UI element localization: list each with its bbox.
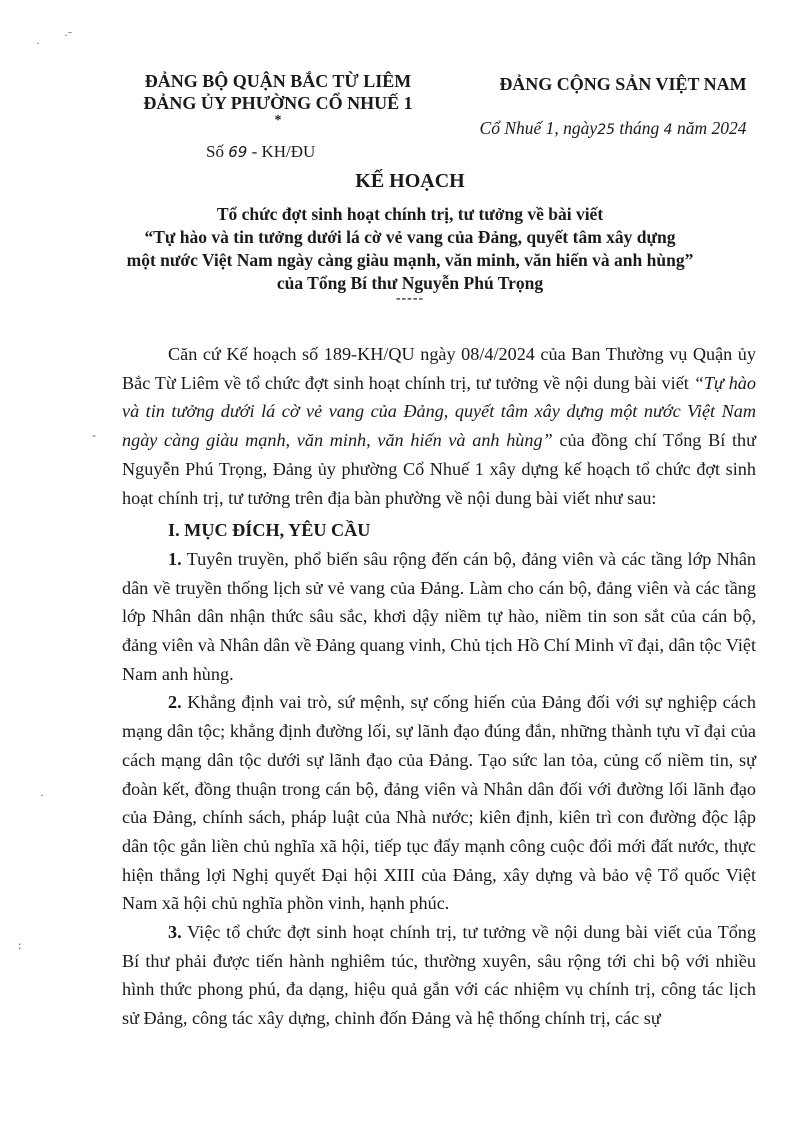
item-3-text: Việc tổ chức đợt sinh hoạt chính trị, tư tưởng về nội dung bài viết của Tổng Bí thư phải được tiến hành nghiêm túc, thường xuyên, sâu rộng tới chi bộ với nhiều hình thức phong phú, đa dạng, hiệu quả gắn với các nhiệm vụ chính trị, công tác lịch sử Đảng, công tác xây dựng, chỉnh đốn Đảng và hệ thống chính trị, các sự bbox=[122, 922, 756, 1029]
document-body bbox=[122, 340, 756, 1033]
intro-text-b: của đồng chí Tổng Bí thư Nguyễn Phú Trọng, Đảng ủy phường Cổ Nhuế 1 xây dựng kế hoạch tổ chức đợt sinh hoạt chính trị, tư tưởng trên địa bàn phường về nội dung bài viết như sau: bbox=[122, 430, 756, 508]
document-number bbox=[206, 142, 315, 162]
subtitle-line-4: của Tổng Bí thư Nguyễn Phú Trọng bbox=[276, 273, 544, 293]
number-handwritten: 69 bbox=[228, 143, 248, 161]
date-day: 25 bbox=[597, 122, 616, 138]
scan-speck: · bbox=[36, 36, 40, 50]
subtitle-line-2: “Tự hào và tin tưởng dưới lá cờ vẻ vang của Đảng, quyết tâm xây dựng bbox=[144, 227, 676, 247]
scan-speck: ·ˉ bbox=[64, 28, 72, 42]
intro-paragraph bbox=[122, 340, 756, 512]
item-3-paragraph bbox=[122, 918, 756, 1033]
org-line-1: ĐẢNG BỘ QUẬN BẮC TỪ LIÊM bbox=[144, 71, 412, 91]
scan-speck: · bbox=[40, 788, 44, 802]
title-block bbox=[60, 170, 760, 306]
date-month: 4 bbox=[663, 122, 673, 138]
intro-text-a: Căn cứ Kế hoạch số 189-KH/QU ngày 08/4/2024 của Ban Thường vụ Quận ủy Bắc Từ Liêm về tổ chức đợt sinh hoạt chính trị, tư tưởng về nội dung bài viết bbox=[122, 344, 756, 393]
item-2-paragraph bbox=[122, 688, 756, 918]
document-type: KẾ HOẠCH bbox=[355, 170, 465, 192]
item-1-paragraph bbox=[122, 545, 756, 689]
party-name: ĐẢNG CỘNG SẢN VIỆT NAM bbox=[499, 74, 747, 94]
date-month-label: tháng bbox=[619, 118, 660, 138]
item-1-text: Tuyên truyền, phổ biến sâu rộng đến cán bộ, đảng viên và các tầng lớp Nhân dân về truyền thống lịch sử vẻ vang của Đảng. Làm cho cán bộ, đảng viên và các tầng lớp Nhân dân nhận thức sâu sắc, khơi dậy niềm tự hào, niềm tin son sắt của cán bộ, đảng viên và Nhân dân về Đảng quang vinh, Chủ tịch Hồ Chí Minh vĩ đại, dân tộc Việt Nam anh hùng. bbox=[122, 548, 757, 684]
subtitle-line-1: Tổ chức đợt sinh hoạt chính trị, tư tưởng về bài viết bbox=[216, 204, 604, 224]
date-line bbox=[463, 118, 763, 139]
issuing-organization bbox=[118, 70, 438, 127]
date-year: năm 2024 bbox=[676, 118, 747, 138]
scan-speck: - bbox=[92, 428, 96, 442]
title-separator: ----- bbox=[395, 291, 425, 306]
item-2-number: 2. bbox=[168, 692, 182, 713]
item-1-number: 1. bbox=[168, 548, 182, 569]
scan-speck: : bbox=[18, 938, 22, 952]
item-3-number: 3. bbox=[168, 922, 182, 943]
date-place: Cổ Nhuế 1, ngày bbox=[479, 118, 598, 138]
number-suffix: - KH/ĐU bbox=[251, 142, 316, 161]
star-separator: * bbox=[274, 113, 282, 128]
number-prefix: Số bbox=[206, 142, 224, 161]
intro-article-title: “Tự hào và tin tưởng dưới lá cờ vẻ vang của Đảng, quyết tâm xây dựng một nước Việt Nam ngày càng giàu mạnh, văn minh, văn hiến và anh hùng” bbox=[122, 372, 756, 451]
org-line-2: ĐẢNG ỦY PHƯỜNG CỔ NHUẾ 1 bbox=[143, 93, 413, 113]
section-heading: I. MỤC ĐÍCH, YÊU CẦU bbox=[168, 520, 371, 541]
subtitle-line-3: một nước Việt Nam ngày càng giàu mạnh, văn minh, văn hiến và anh hùng” bbox=[126, 250, 694, 270]
item-2-text: Khẳng định vai trò, sứ mệnh, sự cống hiến của Đảng đối với sự nghiệp cách mạng dân tộc; khẳng định đường lối, sự lãnh đạo đúng đắn, những thành tựu vĩ đại của cách mạng dân tộc dưới sự lãnh đạo của Đảng. Tạo sức lan tỏa, củng cố niềm tin, sự đoàn kết, đồng thuận trong cán bộ, đảng viên và Nhân dân đối với đường lối lãnh đạo của Đảng, chính sách, pháp luật của Nhà nước; kiên định, kiên trì con đường độc lập dân tộc gắn liền chủ nghĩa xã hội, tiếp tục đẩy mạnh công cuộc đổi mới đất nước, thực hiện thắng lợi Nghị quyết Đại hội XIII của Đảng, xây dựng và bảo vệ Tổ quốc Việt Nam xã hội chủ nghĩa phồn vinh, hạnh phúc. bbox=[122, 692, 756, 914]
